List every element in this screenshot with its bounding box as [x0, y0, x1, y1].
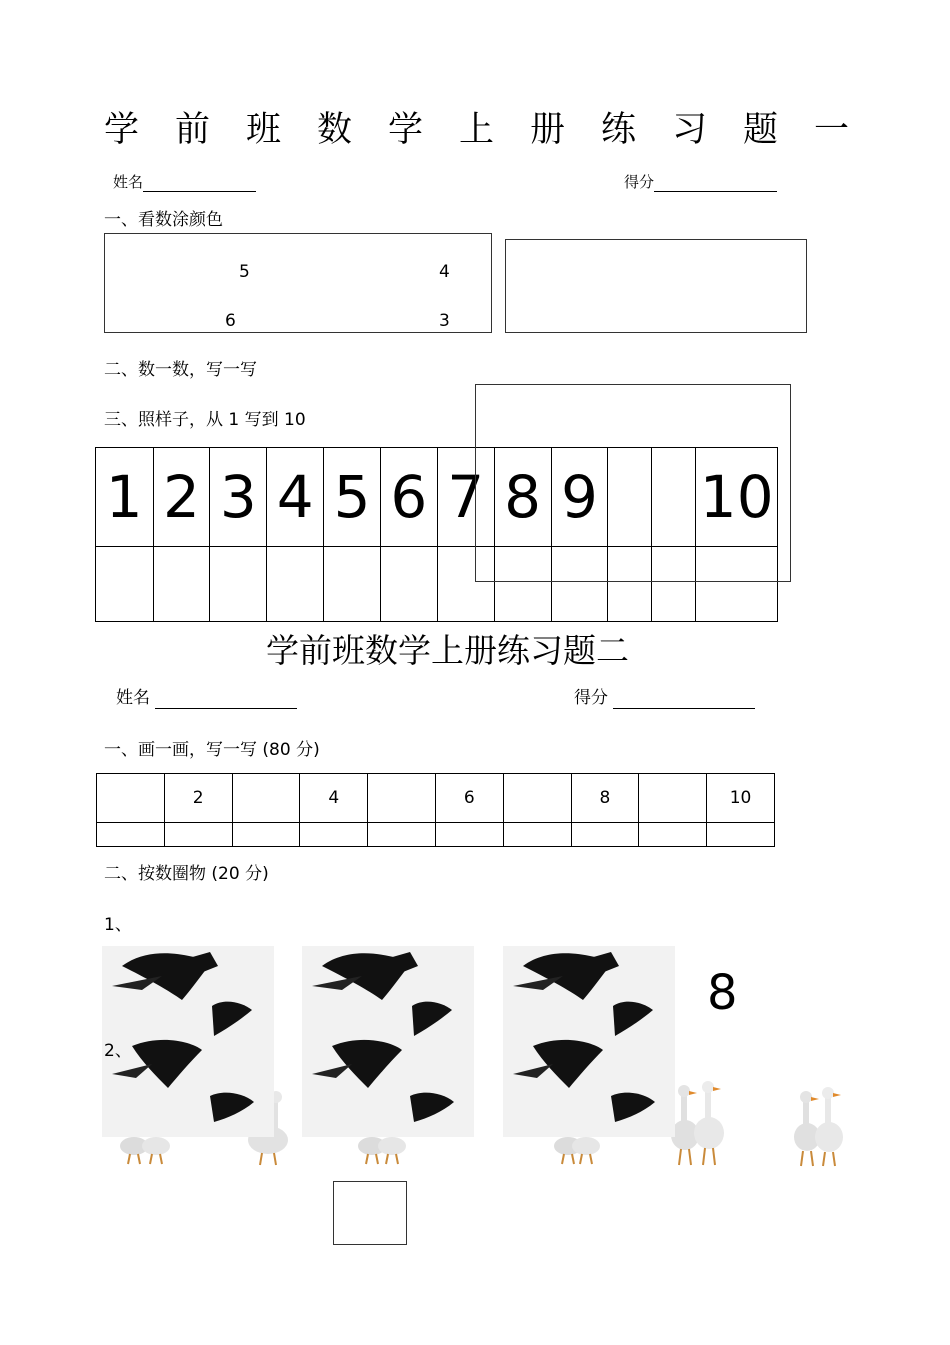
sequence-cell[interactable] [503, 774, 571, 823]
sheet1-q3-heading: 三、照样子，从 1 写到 10 [104, 410, 306, 430]
sheet2-name-field[interactable] [155, 692, 297, 709]
sheet2-score-label: 得分 [574, 688, 608, 708]
item1-target-number: 8 [707, 965, 738, 1021]
drawing-cell[interactable] [503, 823, 571, 847]
drawing-cell[interactable] [300, 823, 368, 847]
sequence-cell: 8 [571, 774, 639, 823]
drawing-cell[interactable] [97, 823, 165, 847]
answer-box[interactable] [333, 1181, 407, 1245]
sample-digit: 2 [162, 463, 200, 531]
sheet1-name-field[interactable] [143, 175, 256, 192]
writing-answer-cell[interactable] [153, 547, 210, 622]
drawing-cell[interactable] [368, 823, 436, 847]
blank-picture-box [505, 239, 807, 333]
sheet1-score-row [624, 172, 777, 192]
sample-digit: 10 [699, 463, 774, 531]
sheet1-name-row [113, 172, 256, 192]
drawing-cell[interactable] [639, 823, 707, 847]
sequence-cell[interactable] [232, 774, 300, 823]
drawing-cell[interactable] [164, 823, 232, 847]
writing-cell [153, 448, 210, 547]
count-picture-box [475, 384, 791, 582]
sample-digit: 7 [447, 463, 485, 531]
writing-cell [210, 448, 267, 547]
sheet1-name-label: 姓名 [113, 173, 144, 191]
color-number: 6 [225, 311, 236, 331]
writing-answer-cell[interactable] [267, 547, 324, 622]
sheet2-q1-heading: 一、画一画，写一写 (80 分) [104, 740, 320, 760]
writing-cell [267, 448, 324, 547]
color-number: 3 [439, 311, 450, 331]
sheet1-q2-heading: 二、数一数，写一写 [104, 360, 257, 380]
writing-cell [324, 448, 381, 547]
sheet1-title: 学前班数学上册练习题一 [104, 110, 886, 150]
sequence-cell[interactable] [368, 774, 436, 823]
sheet2-title: 学前班数学上册练习题二 [266, 631, 629, 670]
writing-answer-cell[interactable] [210, 547, 267, 622]
sheet2-q2-heading: 二、按数圈物 (20 分) [104, 864, 269, 884]
item1-label: 1、 [104, 915, 132, 935]
sheet2-name-label: 姓名 [116, 688, 150, 708]
sheet2-score-row [574, 687, 755, 709]
sample-digit: 1 [105, 463, 143, 531]
sample-digit: 4 [276, 463, 314, 531]
sample-digit: 9 [561, 463, 598, 531]
swallows-picture [503, 946, 675, 1137]
writing-cell [380, 448, 437, 547]
drawing-cell[interactable] [435, 823, 503, 847]
writing-answer-cell[interactable] [380, 547, 437, 622]
swallows-picture [302, 946, 474, 1137]
sample-digit: 3 [219, 463, 257, 531]
sequence-cell: 4 [300, 774, 368, 823]
sequence-cell[interactable] [97, 774, 165, 823]
sequence-cell: 10 [707, 774, 775, 823]
color-number: 4 [439, 262, 450, 282]
drawing-cell[interactable] [707, 823, 775, 847]
sequence-cell: 6 [435, 774, 503, 823]
item2-label: 2、 [104, 1041, 132, 1061]
sequence-cell[interactable] [639, 774, 707, 823]
sample-digit: 8 [504, 463, 542, 531]
color-by-number-box[interactable] [104, 233, 492, 333]
sheet1-score-field[interactable] [654, 175, 777, 192]
sheet2-score-field[interactable] [613, 692, 755, 709]
sample-digit: 5 [333, 463, 371, 531]
writing-answer-cell[interactable] [324, 547, 381, 622]
sample-digit: 6 [390, 463, 428, 531]
drawing-cell[interactable] [571, 823, 639, 847]
sequence-cell: 2 [164, 774, 232, 823]
number-sequence-grid [96, 773, 775, 847]
goose-picture [787, 1081, 849, 1170]
sheet2-name-row [116, 687, 297, 709]
sheet1-score-label: 得分 [624, 173, 655, 191]
writing-answer-cell[interactable] [96, 547, 154, 622]
writing-cell [96, 448, 154, 547]
color-number: 5 [239, 262, 250, 282]
sheet1-q1-heading: 一、看数涂颜色 [104, 210, 223, 230]
drawing-cell[interactable] [232, 823, 300, 847]
